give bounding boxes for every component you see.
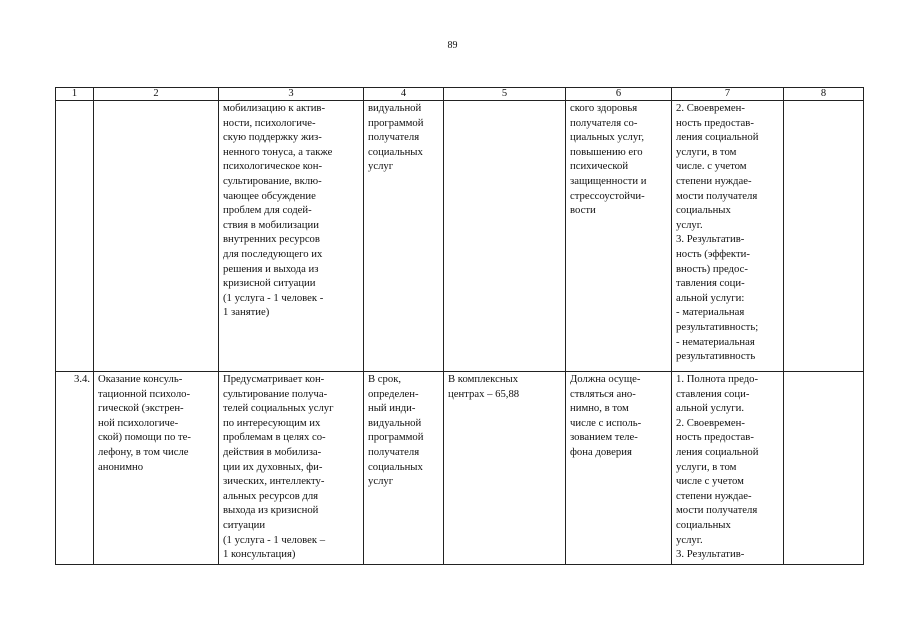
cell-text-line: В комплексных	[448, 373, 519, 385]
header-col-2: 2	[94, 88, 219, 101]
cell-text-line: видуальной	[368, 102, 422, 114]
cell-text-line: ненного тонуса, а также	[223, 145, 333, 158]
cell-text-line: ность предостав-	[676, 431, 754, 444]
cell-text-line: мости получателя	[676, 504, 758, 517]
header-col-5: 5	[444, 88, 566, 101]
cell-text-line: 2. Своевремен-	[676, 416, 745, 429]
table-row	[56, 101, 864, 372]
conditions-cell	[566, 101, 672, 372]
cell-text-line: зованием теле-	[570, 431, 638, 444]
cell-text-line: программой	[368, 431, 424, 444]
cell-text-line: определен-	[368, 387, 419, 400]
cell-text-line: числе с исполь-	[570, 416, 642, 429]
cell-text-line: альной услуги.	[676, 402, 745, 415]
cell-text-line: сультирование получа-	[223, 387, 328, 400]
cell-text-line: социальных	[368, 145, 423, 158]
cell-text-line: альных ресурсов для	[223, 489, 319, 502]
cell-text-line: телей социальных услуг	[223, 402, 334, 415]
cell-text-line: сультирование, вклю-	[223, 174, 322, 187]
cell-text-line: - материальная	[676, 306, 745, 319]
cell-text-line: ского здоровья	[570, 102, 638, 114]
cell-text-line: решения и выхода из	[223, 262, 319, 275]
cell-text-line: услуги, в том	[676, 145, 737, 158]
cell-text-line: по интересующим их	[223, 416, 321, 429]
cell-text-line: получателя со-	[570, 116, 638, 129]
cell-text-line: ции их духовных, фи-	[223, 460, 323, 473]
cell-text-line: социальных	[676, 518, 731, 531]
header-col-3: 3	[219, 88, 364, 101]
cell-text-line: проблем для содей-	[223, 204, 312, 217]
cell-text-line: циальных услуг,	[570, 131, 645, 144]
service-name-cell	[94, 372, 219, 565]
cell-text-line: - нематериальная	[676, 335, 755, 348]
header-col-7: 7	[672, 88, 784, 101]
cell-text-line: мости получателя	[676, 189, 758, 202]
cell-text-line: лефону, в том числе	[98, 445, 189, 458]
service-name-cell	[94, 101, 219, 372]
col8-cell	[784, 372, 864, 565]
tariff-cell	[444, 101, 566, 372]
header-col-6: 6	[566, 88, 672, 101]
cell-text-line: В срок,	[368, 373, 402, 385]
cell-text-line: услуг.	[676, 218, 703, 231]
cell-text-line: проблемам в целях со-	[223, 431, 326, 444]
cell-text-line: 1. Полнота предо-	[676, 373, 759, 385]
cell-text-line: результативность;	[676, 320, 759, 333]
cell-text-line: действия в мобилиза-	[223, 445, 322, 458]
cell-text-line: для последующего их	[223, 247, 323, 260]
cell-text-line: ления социальной	[676, 131, 759, 144]
cell-text-line: чающее обсуждение	[223, 189, 316, 202]
cell-text-line: защищенности и	[570, 174, 647, 187]
header-col-4: 4	[364, 88, 444, 101]
header-row	[56, 88, 864, 101]
row-number-cell: 3.4.	[56, 372, 94, 565]
cell-text-line: 1 занятие)	[223, 306, 270, 319]
header-col-1: 1	[56, 88, 94, 101]
cell-text-line: числе с учетом	[676, 475, 744, 488]
cell-text-line: альной услуги:	[676, 291, 745, 304]
service-term-cell	[364, 101, 444, 372]
cell-text-line: фона доверия	[570, 445, 632, 458]
cell-text-line: нимно, в том	[570, 402, 629, 415]
cell-text-line: выхода из кризисной	[223, 504, 319, 517]
cell-text-line: социальных	[676, 204, 731, 217]
cell-text-line: ствляться ано-	[570, 387, 636, 400]
cell-text-line: внутренних ресурсов	[223, 233, 320, 246]
cell-text-line: психологическое кон-	[223, 160, 323, 173]
cell-text-line: (1 услуга - 1 человек -	[223, 291, 324, 304]
cell-text-line: ской) помощи по те-	[98, 431, 191, 444]
cell-text-line: ствия в мобилизации	[223, 218, 319, 231]
service-term-cell	[364, 372, 444, 565]
cell-text-line: Предусматривает кон-	[223, 373, 325, 385]
cell-text-line: 3. Результатив-	[676, 548, 745, 561]
cell-text-line: услуги, в том	[676, 460, 737, 473]
cell-text-line: тавления соци-	[676, 277, 745, 290]
cell-text-line: вости	[570, 204, 596, 217]
quality-indicators-cell	[672, 101, 784, 372]
cell-text-line: стрессоустойчи-	[570, 189, 645, 202]
table-row	[56, 372, 864, 565]
cell-text-line: услуг	[368, 160, 394, 173]
cell-text-line: кризисной ситуации	[223, 277, 316, 290]
cell-text-line: числе. с учетом	[676, 160, 747, 173]
cell-text-line: гической (экстрен-	[98, 402, 184, 415]
conditions-cell	[566, 372, 672, 565]
cell-text-line: программой	[368, 116, 424, 129]
cell-text-line: ный инди-	[368, 402, 416, 415]
cell-text-line: результативность	[676, 350, 756, 363]
cell-text-line: скую поддержку жиз-	[223, 131, 322, 144]
cell-text-line: социальных	[368, 460, 423, 473]
cell-text-line: (1 услуга - 1 человек –	[223, 533, 326, 546]
cell-text-line: услуг.	[676, 533, 703, 546]
cell-text-line: зических, интеллекту-	[223, 475, 325, 488]
cell-text-line: 2. Своевремен-	[676, 102, 745, 114]
cell-text-line: мобилизацию к актив-	[223, 102, 326, 114]
quality-indicators-cell	[672, 372, 784, 565]
cell-text-line: психической	[570, 160, 629, 173]
cell-text-line: центрах – 65,88	[448, 387, 520, 400]
cell-text-line: повышению его	[570, 145, 643, 158]
cell-text-line: получателя	[368, 445, 420, 458]
cell-text-line: ставления соци-	[676, 387, 750, 400]
cell-text-line: 3. Результатив-	[676, 233, 745, 246]
cell-text-line: анонимно	[98, 460, 144, 473]
cell-text-line: видуальной	[368, 416, 422, 429]
page-number: 89	[447, 40, 458, 51]
services-table	[55, 87, 864, 565]
cell-text-line: ситуации	[223, 518, 266, 531]
cell-text-line: ления социальной	[676, 445, 759, 458]
cell-text-line: Должна осуще-	[570, 373, 641, 385]
cell-text-line: ности, психологиче-	[223, 116, 316, 129]
cell-text-line: услуг	[368, 475, 394, 488]
tariff-cell	[444, 372, 566, 565]
service-description-cell	[219, 372, 364, 565]
cell-text-line: степени нуждае-	[676, 489, 752, 502]
col8-cell	[784, 101, 864, 372]
cell-text-line: получателя	[368, 131, 420, 144]
cell-text-line: вность) предос-	[676, 262, 748, 275]
row-number-cell	[56, 101, 94, 372]
cell-text-line: ность предостав-	[676, 116, 754, 129]
cell-text-line: ной психологиче-	[98, 416, 179, 429]
cell-text-line: тационной психоло-	[98, 387, 191, 400]
cell-text-line: ность (эффекти-	[676, 247, 750, 260]
cell-text-line: Оказание консуль-	[98, 373, 183, 385]
header-col-8: 8	[784, 88, 864, 101]
cell-text-line: степени нуждае-	[676, 174, 752, 187]
cell-text-line: 1 консультация)	[223, 548, 296, 561]
service-description-cell	[219, 101, 364, 372]
